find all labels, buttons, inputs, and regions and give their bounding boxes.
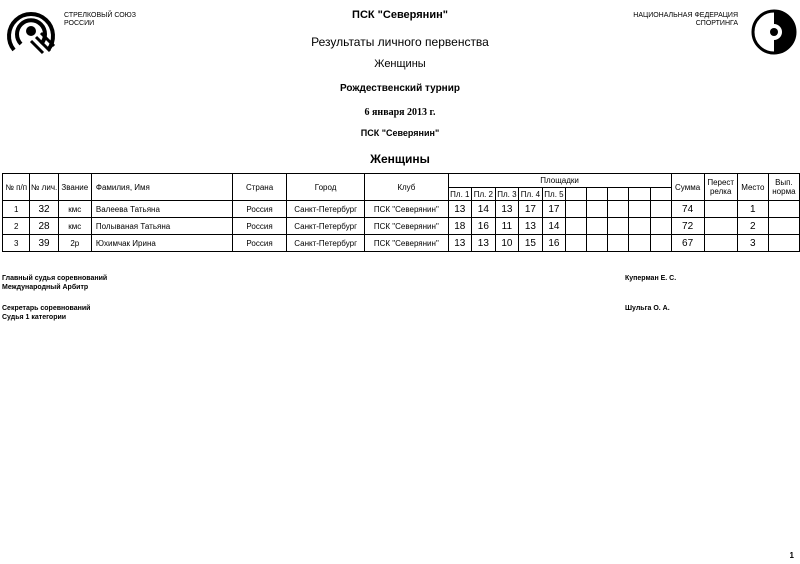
cell-num: 2: [3, 218, 30, 235]
section-title: Женщины: [370, 152, 430, 166]
cell-station-2: 13: [472, 235, 496, 252]
cell-station-4: 13: [519, 218, 543, 235]
cell-station-1: 13: [448, 201, 472, 218]
col-shootoff: Перест релка: [704, 174, 737, 201]
col-rank: Звание: [58, 174, 91, 201]
cell-station-3: 10: [495, 235, 519, 252]
cell-club: ПСК "Северянин": [365, 218, 448, 235]
col-norm: Вып. норма: [768, 174, 799, 201]
chief-judge-name: Куперман Е. С.: [625, 275, 677, 282]
cell-license: 32: [30, 201, 58, 218]
chief-judge-title: Главный судья соревнований: [2, 275, 108, 282]
secretary-title: Секретарь соревнований: [2, 305, 91, 312]
cell-norm: [768, 218, 799, 235]
cell-city: Санкт-Петербург: [287, 201, 365, 218]
cell-empty: [566, 235, 587, 252]
cell-sum: 72: [671, 218, 704, 235]
cell-rank: кмс: [58, 218, 91, 235]
cell-empty: [608, 218, 629, 235]
cell-empty: [566, 218, 587, 235]
cell-rank: кмс: [58, 201, 91, 218]
cell-station-1: 13: [448, 235, 472, 252]
cell-city: Санкт-Петербург: [287, 235, 365, 252]
venue-name: ПСК "Северянин": [360, 128, 440, 138]
secretary-subtitle: Судья 1 категории: [2, 314, 67, 321]
cell-rank: 2р: [58, 235, 91, 252]
col-stations: Площадки: [448, 174, 671, 188]
col-station-empty: [566, 188, 587, 201]
col-station-1: Пл. 1: [448, 188, 472, 201]
org-right-line2: СПОРТИНГА: [695, 20, 738, 27]
col-num: № п/п: [3, 174, 30, 201]
cell-name: Полываная Татьяна: [91, 218, 232, 235]
cell-station-1: 18: [448, 218, 472, 235]
cell-empty: [587, 218, 608, 235]
chief-judge-subtitle: Международный Арбитр: [2, 284, 89, 291]
cell-num: 1: [3, 201, 30, 218]
cell-num: 3: [3, 235, 30, 252]
tournament-date: 6 января 2013 г.: [364, 107, 436, 118]
cell-club: ПСК "Северянин": [365, 235, 448, 252]
col-station-5: Пл. 5: [542, 188, 566, 201]
cell-place: 3: [737, 235, 768, 252]
cell-country: Россия: [232, 201, 286, 218]
col-club: Клуб: [365, 174, 448, 201]
org-right-line1: НАЦИОНАЛЬНАЯ ФЕДЕРАЦИЯ: [633, 12, 738, 19]
cell-empty: [587, 235, 608, 252]
cell-station-2: 16: [472, 218, 496, 235]
col-license: № лич.: [30, 174, 58, 201]
tournament-name: Рождественский турнир: [340, 83, 460, 94]
cell-shootoff: [704, 218, 737, 235]
org-left-line2: РОССИИ: [64, 20, 95, 27]
cell-place: 1: [737, 201, 768, 218]
cell-shootoff: [704, 235, 737, 252]
cell-license: 28: [30, 218, 58, 235]
cell-empty: [608, 201, 629, 218]
cell-city: Санкт-Петербург: [287, 218, 365, 235]
cell-empty: [629, 201, 650, 218]
cell-empty: [629, 218, 650, 235]
col-station-2: Пл. 2: [472, 188, 496, 201]
category-label: Женщины: [374, 58, 426, 70]
cell-station-5: 16: [542, 235, 566, 252]
cell-name: Юхимчак Ирина: [91, 235, 232, 252]
cell-place: 2: [737, 218, 768, 235]
cell-station-5: 17: [542, 201, 566, 218]
cell-empty: [650, 201, 671, 218]
col-sum: Сумма: [671, 174, 704, 201]
club-name: ПСК "Северянин": [352, 9, 448, 21]
results-table: [2, 173, 800, 252]
cell-norm: [768, 235, 799, 252]
table-row: [3, 235, 800, 252]
col-station-3: Пл. 3: [495, 188, 519, 201]
cell-station-3: 11: [495, 218, 519, 235]
secretary-block: [2, 304, 90, 322]
cell-shootoff: [704, 201, 737, 218]
cell-empty: [629, 235, 650, 252]
col-station-empty: [629, 188, 650, 201]
cell-license: 39: [30, 235, 58, 252]
chief-judge-block: [2, 274, 107, 292]
col-station-empty: [587, 188, 608, 201]
cell-empty: [587, 201, 608, 218]
col-name: Фамилия, Имя: [91, 174, 232, 201]
col-station-empty: [608, 188, 629, 201]
col-station-empty: [650, 188, 671, 201]
cell-country: Россия: [232, 218, 286, 235]
org-left-line1: СТРЕЛКОВЫЙ СОЮЗ: [64, 12, 136, 19]
col-country: Страна: [232, 174, 286, 201]
cell-sum: 74: [671, 201, 704, 218]
col-station-4: Пл. 4: [519, 188, 543, 201]
page-number: 1: [789, 551, 794, 560]
cell-name: Валеева Татьяна: [91, 201, 232, 218]
cell-empty: [650, 235, 671, 252]
cell-station-4: 17: [519, 201, 543, 218]
cell-station-3: 13: [495, 201, 519, 218]
page-title: Результаты личного первенства: [311, 35, 489, 49]
cell-country: Россия: [232, 235, 286, 252]
cell-station-2: 14: [472, 201, 496, 218]
cell-norm: [768, 201, 799, 218]
cell-club: ПСК "Северянин": [365, 201, 448, 218]
col-city: Город: [287, 174, 365, 201]
cell-empty: [608, 235, 629, 252]
table-row: [3, 218, 800, 235]
cell-empty: [650, 218, 671, 235]
table-row: [3, 201, 800, 218]
cell-station-4: 15: [519, 235, 543, 252]
cell-sum: 67: [671, 235, 704, 252]
cell-empty: [566, 201, 587, 218]
cell-station-5: 14: [542, 218, 566, 235]
col-place: Место: [737, 174, 768, 201]
secretary-name: Шульга О. А.: [625, 305, 670, 312]
